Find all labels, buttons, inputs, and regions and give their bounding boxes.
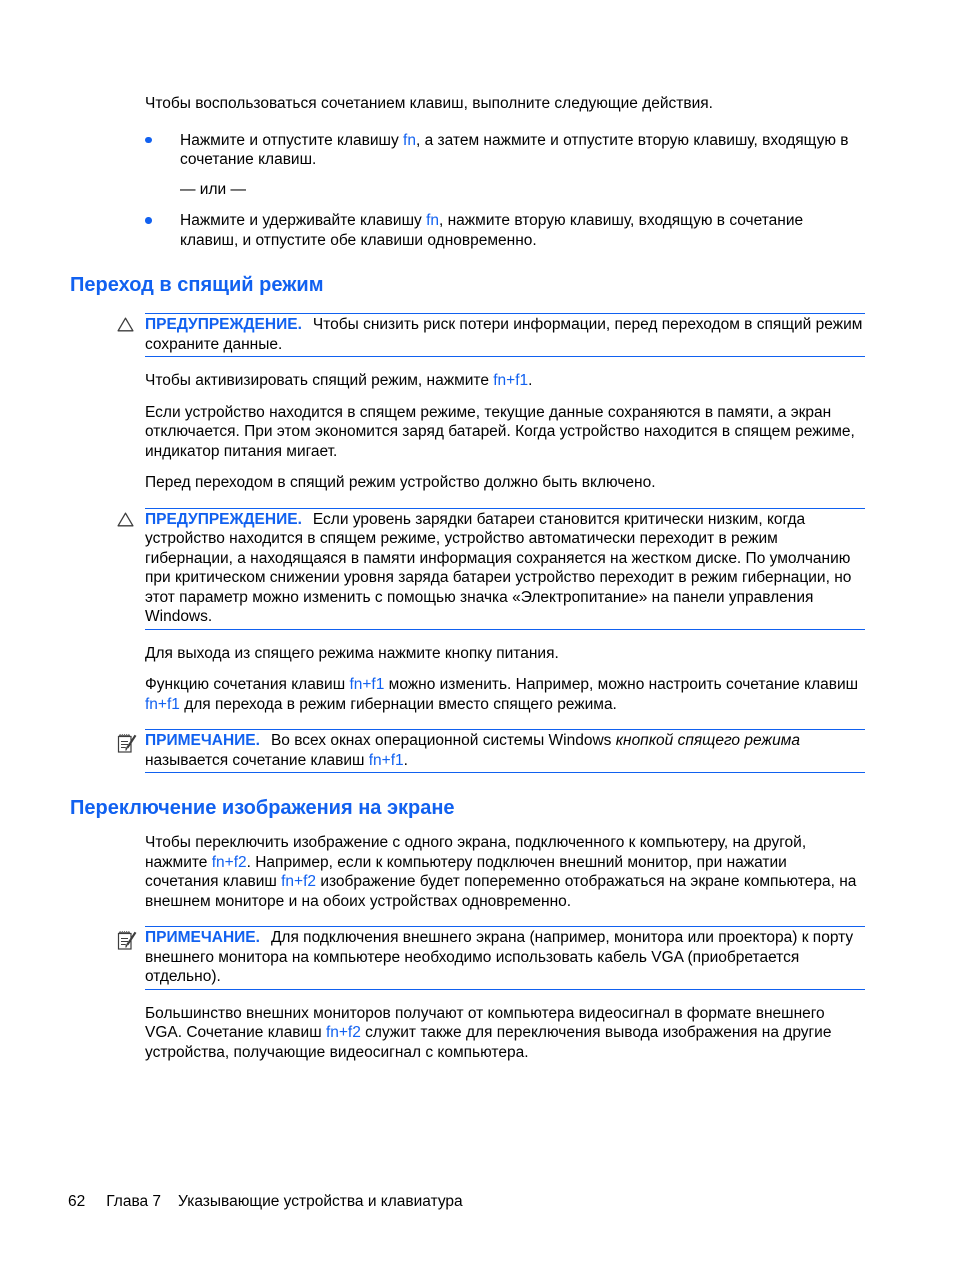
key-reference-link: fn+f1 <box>349 676 385 693</box>
note-callout <box>145 729 865 773</box>
intro-paragraph: Чтобы воспользоваться сочетанием клавиш, выполните следующие действия. <box>145 95 713 112</box>
list-item <box>180 211 863 250</box>
warning-paragraph <box>145 315 865 354</box>
key-reference-link: fn <box>426 212 439 229</box>
key-reference-link: fn+f2 <box>325 1024 361 1041</box>
key-reference-link: fn+f1 <box>145 695 180 713</box>
key-reference-link: fn+f1 <box>368 751 404 769</box>
or-separator: — или — <box>180 180 246 198</box>
paragraph-activate-sleep: Чтобы активизировать спящий режим, нажмите fn+f1. <box>145 372 533 389</box>
list-item <box>180 131 863 170</box>
paragraph-wake-up: Для выхода из спящего режима нажмите кнопку питания. <box>145 644 559 662</box>
note-label: ПРИМЕЧАНИЕ. <box>145 732 260 749</box>
warning-text: Если уровень зарядки батареи становится критически низким, когда устройство находится в спящем режиме, устройство автоматически переходит в режим гибернации, а находящаяся в памяти информация сохраняется на жестком диске. По умолчанию при критическом снижении уровня заряда батареи устройство переходит в режим гибернации, но этот параметр можно изменить с помощью значка «Электропитание» на панели управления Windows. <box>145 510 852 625</box>
note-paragraph <box>145 731 865 770</box>
note-paragraph <box>145 928 865 987</box>
list-item-text: Нажмите и удерживайте клавишу fn, нажмите вторую клавишу, входящую в сочетание клавиш, и отпустите обе клавиши одновременно. <box>180 212 804 249</box>
note-label: ПРИМЕЧАНИЕ. <box>145 929 260 946</box>
warning-label: ПРЕДУПРЕЖДЕНИЕ. <box>145 510 302 528</box>
key-reference-link: fn+f1 <box>493 372 529 389</box>
note-pencil-icon <box>117 733 137 760</box>
key-reference-link: fn <box>403 131 416 149</box>
paragraph-sleep-memory: Если устройство находится в спящем режиме, текущие данные сохраняются в памяти, а экран отключается. При этом экономится заряд батарей. Когда устройство находится в спящем режиме, индикатор питания мигает. <box>145 403 855 460</box>
paragraph-switch-image: Чтобы переключить изображение с одного экрана, подключенного к компьютеру, на другой, нажмите fn+f2. Например, если к компьютеру подключен внешний монитор, при нажатии сочетания клавиш fn+f2 изображение будет попеременно отображаться на экране компьютера, на внешнем мониторе и на обоих устройствах одновременно. <box>145 834 857 910</box>
warning-callout <box>145 313 865 357</box>
note-callout <box>145 926 865 990</box>
paragraph-device-on: Перед переходом в спящий режим устройство должно быть включено. <box>145 474 656 491</box>
section-heading-sleep-mode: Переход в спящий режим <box>70 274 324 296</box>
warning-triangle-icon <box>117 317 134 338</box>
warning-callout <box>145 508 865 630</box>
note-text: Для подключения внешнего экрана (например, монитора или проектора) к порту внешнего монитора на компьютере необходимо использовать кабель VGA (приобретается отдельно). <box>145 929 854 985</box>
emphasis-text: кнопкой спящего режима <box>615 732 800 749</box>
page-footer <box>68 1192 463 1212</box>
chapter-label: Глава 7 <box>106 1193 162 1210</box>
key-reference-link: fn+f2 <box>211 853 247 871</box>
key-reference-link: fn+f2 <box>281 873 317 890</box>
paragraph-vga-output: Большинство внешних мониторов получают от компьютера видеосигнал в формате внешнего VGA. Сочетание клавиш fn+f2 служит также для переключения вывода изображения на другие устройства, получающие видеосигнал с компьютера. <box>145 1004 832 1061</box>
note-text: Во всех окнах операционной системы Windows кнопкой спящего режима называется сочетание клавиш fn+f1. <box>145 732 800 769</box>
warning-text: Чтобы снизить риск потери информации, перед переходом в спящий режим сохраните данные. <box>145 316 863 353</box>
warning-paragraph <box>145 510 865 627</box>
section-heading-display-switch: Переключение изображения на экране <box>70 797 455 819</box>
warning-triangle-icon <box>117 512 134 533</box>
list-item-text: Нажмите и отпустите клавишу fn, а затем нажмите и отпустите вторую клавишу, входящую в сочетание клавиш. <box>180 131 849 168</box>
page-number: 62 <box>68 1193 86 1210</box>
bullet-marker <box>145 217 152 224</box>
chapter-title: Указывающие устройства и клавиатура <box>178 1193 463 1210</box>
warning-label: ПРЕДУПРЕЖДЕНИЕ. <box>145 316 302 333</box>
note-pencil-icon <box>117 930 137 957</box>
bullet-marker <box>145 137 152 144</box>
paragraph-change-hotkey: Функцию сочетания клавиш fn+f1 можно изменить. Например, можно настроить сочетание клавиш fn+f1 для перехода в режим гибернации вместо спящего режима. <box>145 676 859 713</box>
